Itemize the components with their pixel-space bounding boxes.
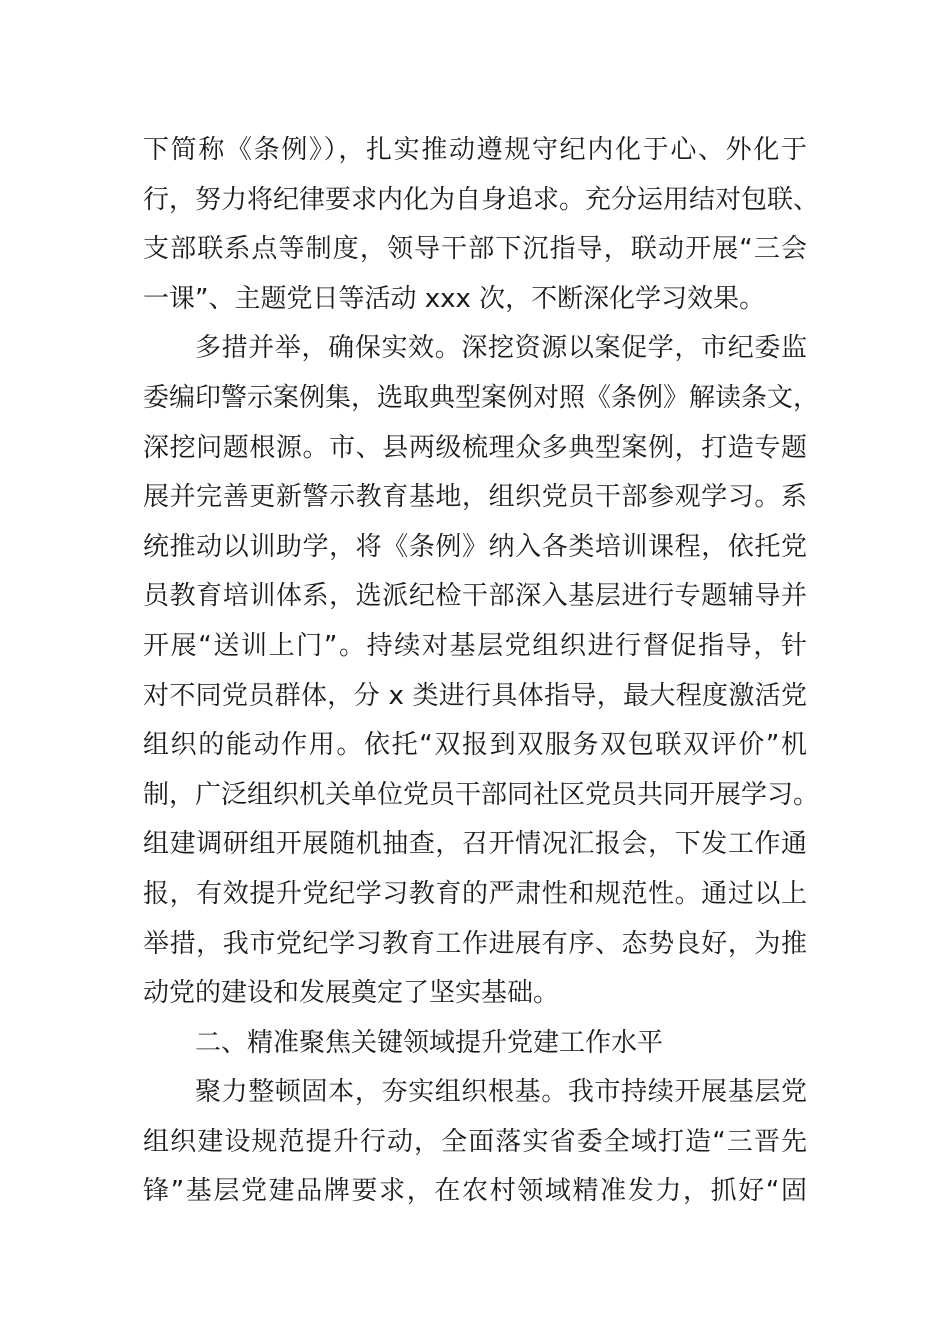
- text-line: 报，有效提升党纪学习教育的严肃性和规范性。通过以上: [143, 878, 807, 909]
- text-line: 锋”基层党建品牌要求，在农村领域精准发力，抓好“固: [143, 1176, 807, 1207]
- text-line: 举措，我市党纪学习教育工作进展有序、态势良好，为推: [143, 928, 807, 959]
- paragraph-first-line: 聚力整顿固本，夯实组织根基。我市持续开展基层党: [195, 1077, 807, 1108]
- text-line: 员教育培训体系，选派纪检干部深入基层进行专题辅导并: [143, 581, 807, 612]
- paragraph-first-line: 二、精准聚焦关键领域提升党建工作水平: [195, 1027, 664, 1058]
- text-line: 展并完善更新警示教育基地，组织党员干部参观学习。系: [143, 482, 807, 513]
- text-line: 行，努力将纪律要求内化为自身追求。充分运用结对包联、: [143, 184, 820, 215]
- text-line: 组织建设规范提升行动，全面落实省委全域打造“三晋先: [143, 1126, 807, 1157]
- text-line: 制，广泛组织机关单位党员干部同社区党员共同开展学习。: [143, 779, 820, 810]
- text-line: 对不同党员群体，分 x 类进行具体指导，最大程度激活党: [143, 680, 807, 711]
- text-line: 支部联系点等制度，领导干部下沉指导，联动开展“三会: [143, 234, 807, 265]
- text-line: 组建调研组开展随机抽查，召开情况汇报会，下发工作通: [143, 829, 807, 860]
- text-line: 下简称《条例》），扎实推动遵规守纪内化于心、外化于: [143, 135, 807, 165]
- text-line: 统推动以训助学，将《条例》纳入各类培训课程，依托党: [143, 531, 807, 562]
- text-line: 动党的建设和发展奠定了坚实基础。: [143, 978, 560, 1009]
- paragraph-first-line: 多措并举，确保实效。深挖资源以案促学，市纪委监: [195, 333, 807, 364]
- document-body: [143, 126, 820, 1217]
- text-line: 开展“送训上门”。持续对基层党组织进行督促指导，针: [143, 630, 807, 661]
- text-line: 组织的能动作用。依托“双报到双服务双包联双评价”机: [143, 730, 807, 761]
- text-line: 一课”、主题党日等活动 xxx 次，不断深化学习效果。: [143, 283, 766, 314]
- text-line: 深挖问题根源。市、县两级梳理众多典型案例，打造专题: [143, 432, 807, 463]
- text-line: 委编印警示案例集，选取典型案例对照《条例》解读条文，: [143, 382, 820, 413]
